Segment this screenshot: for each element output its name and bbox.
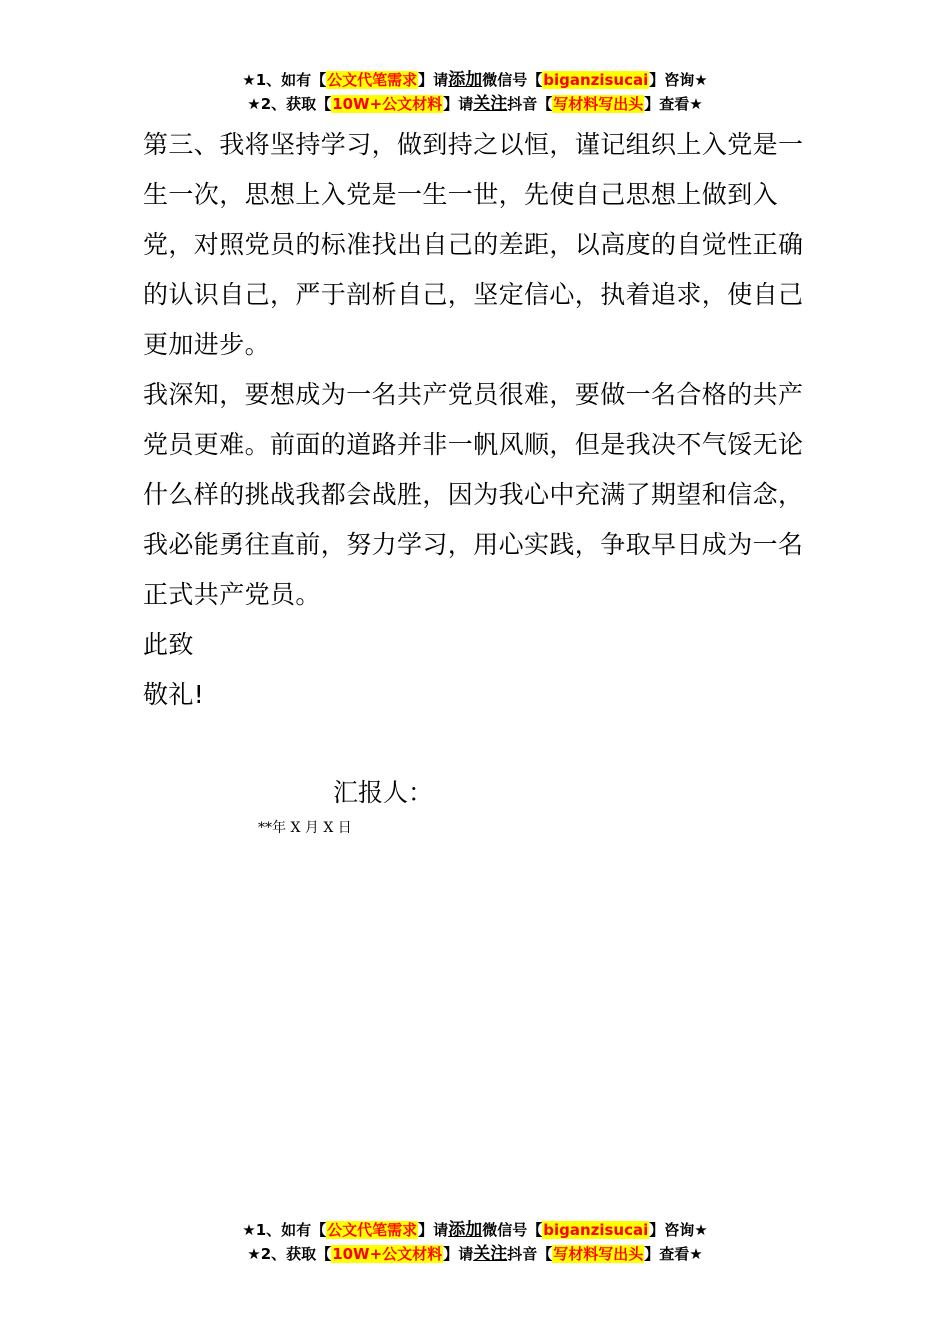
banner-text: 】查看★: [644, 1245, 703, 1263]
document-body: [143, 120, 808, 720]
emphasis-text: 关注: [473, 94, 508, 114]
banner-text: 微信号【: [482, 71, 543, 89]
emphasis-text: 关注: [473, 1244, 508, 1264]
banner-text: 】咨询★: [649, 71, 708, 89]
banner-line-1: [0, 68, 950, 92]
highlight-text: 写材料写出头: [553, 1245, 644, 1263]
banner-text: 抖音【: [507, 95, 553, 113]
highlight-text: 10W+公文材料: [332, 1245, 443, 1263]
emphasis-text: 添加: [448, 1220, 483, 1240]
date-line: **年 X 月 X 日: [258, 820, 352, 836]
emphasis-text: 添加: [448, 70, 483, 90]
banner-text: 】咨询★: [649, 1221, 708, 1239]
banner-line-2: [0, 1242, 950, 1266]
banner-text: ★1、如有【: [242, 1221, 327, 1239]
reporter-label: 汇报人：: [333, 778, 434, 807]
header-banner: [0, 68, 950, 116]
paragraph: 第三、我将坚持学习，做到持之以恒，谨记组织上入党是一生一次，思想上入党是一生一世，先使自己思想上做到入党，对照党员的标准找出自己的差距，以高度的自觉性正确的认识自己，严于剖析自己，坚定信心，执着追求，使自己更加进步。: [143, 130, 804, 359]
banner-text: 】请: [443, 1245, 474, 1263]
closing-regards: 敬礼!: [143, 680, 205, 709]
closing-salutation: 此致: [143, 630, 194, 659]
highlight-text: 公文代笔需求: [327, 71, 418, 89]
highlight-text: 写材料写出头: [553, 95, 644, 113]
banner-text: ★1、如有【: [242, 71, 327, 89]
highlight-text: 10W+公文材料: [332, 95, 443, 113]
paragraph: 我深知，要想成为一名共产党员很难，要做一名合格的共产党员更难。前面的道路并非一帆风顺，但是我决不气馁无论什么样的挑战我都会战胜，因为我心中充满了期望和信念，我必能勇往直前，努力学习，用心实践，争取早日成为一名正式共产党员。: [143, 380, 804, 609]
banner-text: 】请: [418, 1221, 449, 1239]
footer-banner: [0, 1218, 950, 1266]
highlight-text: biganzisucai: [543, 71, 649, 89]
banner-line-1: [0, 1218, 950, 1242]
banner-text: 】请: [443, 95, 474, 113]
banner-text: 微信号【: [482, 1221, 543, 1239]
banner-line-2: [0, 92, 950, 116]
highlight-text: 公文代笔需求: [327, 1221, 418, 1239]
banner-text: ★2、获取【: [247, 95, 332, 113]
banner-text: 】请: [418, 71, 449, 89]
banner-text: 】查看★: [644, 95, 703, 113]
banner-text: ★2、获取【: [247, 1245, 332, 1263]
banner-text: 抖音【: [507, 1245, 553, 1263]
highlight-text: biganzisucai: [543, 1221, 649, 1239]
